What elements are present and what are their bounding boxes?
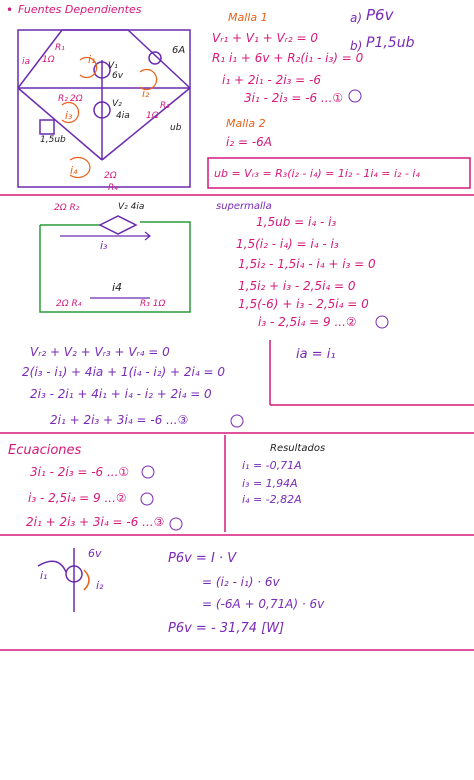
- malla1-eq3: i₁ + 2i₁ - 2i₃ = -6: [222, 73, 321, 87]
- circuit1-r2: R₂: [58, 94, 68, 104]
- ecuaciones-title: Ecuaciones: [8, 443, 82, 458]
- power-i2: i₂: [96, 579, 104, 592]
- circuit1-v2: V₂: [112, 99, 122, 109]
- circuit1-ub: ub: [170, 123, 182, 133]
- resultado-i4: i₄ = -2,82A: [242, 493, 302, 506]
- circuit2-v2: V₂ 4ia: [118, 202, 145, 212]
- kvl-eq3: 2i₃ - 2i₁ + 4i₁ + i₄ - i₂ + 2i₄ = 0: [30, 387, 212, 401]
- supermalla-title: supermalla: [216, 201, 272, 212]
- malla2-title: Malla 2: [226, 117, 266, 130]
- circuit2-i3: i₃: [100, 239, 108, 252]
- ia-equation: ia = i₁: [296, 347, 336, 362]
- malla1-eq2: R₁ i₁ + 6v + R₂(i₁ - i₃) = 0: [212, 51, 364, 65]
- ecuaciones-eq3: 2i₁ + 2i₃ + 3i₄ = -6 ...③: [26, 515, 165, 529]
- circuit2-r2: 2Ω R₂: [54, 203, 80, 213]
- kvl-eq1: Vᵣ₂ + V₂ + Vᵣ₃ + Vᵣ₄ = 0: [30, 345, 170, 359]
- circuit1-i4: i₄: [70, 164, 78, 177]
- part-b-label: b): [350, 39, 363, 53]
- power-eq1: P6v = I · V: [168, 551, 237, 566]
- malla1-title: Malla 1: [228, 11, 268, 24]
- power-i1: i₁: [40, 569, 48, 582]
- power-eq3: = (-6A + 0,71A) · 6v: [202, 597, 325, 611]
- part-b-value: P1,5ub: [366, 35, 415, 51]
- kvl-eq2: 2(i₃ - i₁) + 4ia + 1(i₄ - i₂) + 2i₄ = 0: [22, 365, 225, 379]
- circuit2-r4: 2Ω R₄: [56, 299, 82, 309]
- supermalla-eq4: 1,5i₂ + i₃ - 2,5i₄ = 0: [238, 279, 356, 293]
- ecuaciones-eq1: 3i₁ - 2i₃ = -6 ...①: [30, 465, 130, 479]
- circuit1-r1-val: 1Ω: [42, 55, 55, 65]
- circuit1-v2-val: 4ia: [116, 111, 130, 121]
- circuit1-r2-val: 2Ω: [70, 94, 83, 104]
- resultado-i1: i₁ = -0,71A: [242, 459, 302, 472]
- part-a-label: a): [350, 11, 363, 25]
- circuit2-r3: R₃ 1Ω: [140, 299, 166, 309]
- circuit1-v1-val: 6v: [112, 71, 124, 81]
- circuit1-i1: i₁: [88, 53, 96, 66]
- page-title: Fuentes Dependientes: [18, 3, 142, 16]
- circuit1-6a: 6A: [172, 45, 186, 56]
- resultados-title: Resultados: [270, 443, 326, 454]
- circuit1-15ub: 1,5ub: [40, 135, 66, 145]
- circuit1-r4: R₄: [108, 183, 118, 193]
- circuit-1-arrows: [62, 58, 157, 178]
- power-eq2: = (i₂ - i₁) · 6v: [202, 575, 280, 589]
- supermalla-eq3: 1,5i₂ - 1,5i₄ - i₄ + i₃ = 0: [238, 257, 376, 271]
- supermalla-eq1: 1,5ub = i₄ - i₃: [256, 215, 337, 229]
- circuit1-v1: V₁: [108, 61, 118, 71]
- kvl-eq4: 2i₁ + 2i₃ + 3i₄ = -6 ...③: [50, 413, 189, 427]
- power-eq4: P6v = - 31,74 [W]: [168, 621, 285, 636]
- circuit1-r3: R₃: [160, 101, 170, 111]
- circuit1-i3: i₃: [65, 109, 73, 122]
- circuit1-i2: i₂: [142, 87, 150, 100]
- malla1-eq4: 3i₁ - 2i₃ = -6 ...①: [244, 91, 344, 105]
- circuit1-r1: R₁: [55, 43, 65, 53]
- circuit1-r4-val: 2Ω: [104, 171, 117, 181]
- circuit1-ia: ia: [22, 57, 31, 67]
- supermalla-eq2: 1,5(i₂ - i₄) = i₄ - i₃: [236, 237, 339, 251]
- supermalla-eq5: 1,5(-6) + i₃ - 2,5i₄ = 0: [238, 297, 369, 311]
- part-a-value: P6v: [366, 6, 394, 24]
- circuit2-i4: i4: [112, 281, 123, 294]
- malla1-eq1: Vᵣ₁ + V₁ + Vᵣ₂ = 0: [212, 31, 318, 45]
- bullet-icon: •: [6, 3, 14, 17]
- malla2-eq: i₂ = -6A: [226, 135, 273, 149]
- power-src-label: 6v: [88, 547, 102, 560]
- ecuaciones-eq2: i₃ - 2,5i₄ = 9 ...②: [28, 491, 127, 505]
- resultado-i3: i₃ = 1,94A: [242, 477, 298, 490]
- ub-equation: ub = Vᵣ₃ = R₃(i₂ - i₄) = 1i₂ - 1i₄ = i₂ - i₄: [214, 167, 420, 180]
- supermalla-eq6: i₃ - 2,5i₄ = 9 ...②: [258, 315, 357, 329]
- circuit1-r3-val: 1Ω: [146, 111, 159, 121]
